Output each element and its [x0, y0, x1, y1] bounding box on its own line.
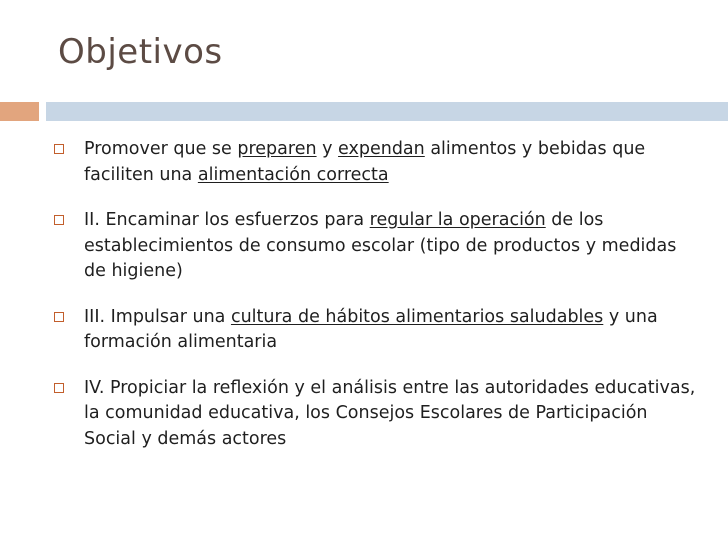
bullet-text: alimentos y bebidas que faciliten una: [84, 139, 646, 185]
accent-bar-blue: [46, 102, 728, 121]
bullet-link-cultura-habitos[interactable]: cultura de hábitos alimentarios saludables: [230, 306, 604, 327]
bullet-text: IV. Propiciar la reflexión y el análisis entre las autoridades educativas, la comunidad educativa, los Consejos Escolares de Participación Social y demás actores: [84, 377, 696, 449]
bullet-link-expendan[interactable]: expendan: [338, 139, 425, 159]
bullet-text: de los establecimientos de consumo escolar (tipo de productos y medidas de higiene): [84, 210, 677, 281]
square-bullet-icon: [54, 312, 64, 322]
bullet-item-3: [52, 305, 702, 356]
bullet-item-4: [52, 376, 702, 453]
square-bullet-icon: [54, 215, 64, 225]
bullet-text: Promover que se: [84, 139, 238, 159]
accent-bar-orange: [0, 102, 39, 121]
bullet-item-1: [52, 137, 702, 188]
bullet-list: [52, 137, 702, 472]
bullet-text: II. Encaminar los esfuerzos para: [84, 210, 370, 230]
square-bullet-icon: [54, 144, 64, 154]
bullet-text: III. Impulsar una: [84, 306, 231, 327]
bullet-link-regular-la-operacion[interactable]: regular la operación: [369, 210, 546, 230]
bullet-text: y: [316, 139, 339, 159]
bullet-text: y una formación alimentaria: [84, 306, 658, 352]
bullet-link-alimentacion-correcta[interactable]: alimentación correcta: [197, 164, 389, 185]
bullet-item-2: [52, 208, 702, 285]
bullet-link-preparen[interactable]: preparen: [237, 139, 317, 159]
slide-title: Objetivos: [58, 32, 223, 72]
square-bullet-icon: [54, 383, 64, 393]
